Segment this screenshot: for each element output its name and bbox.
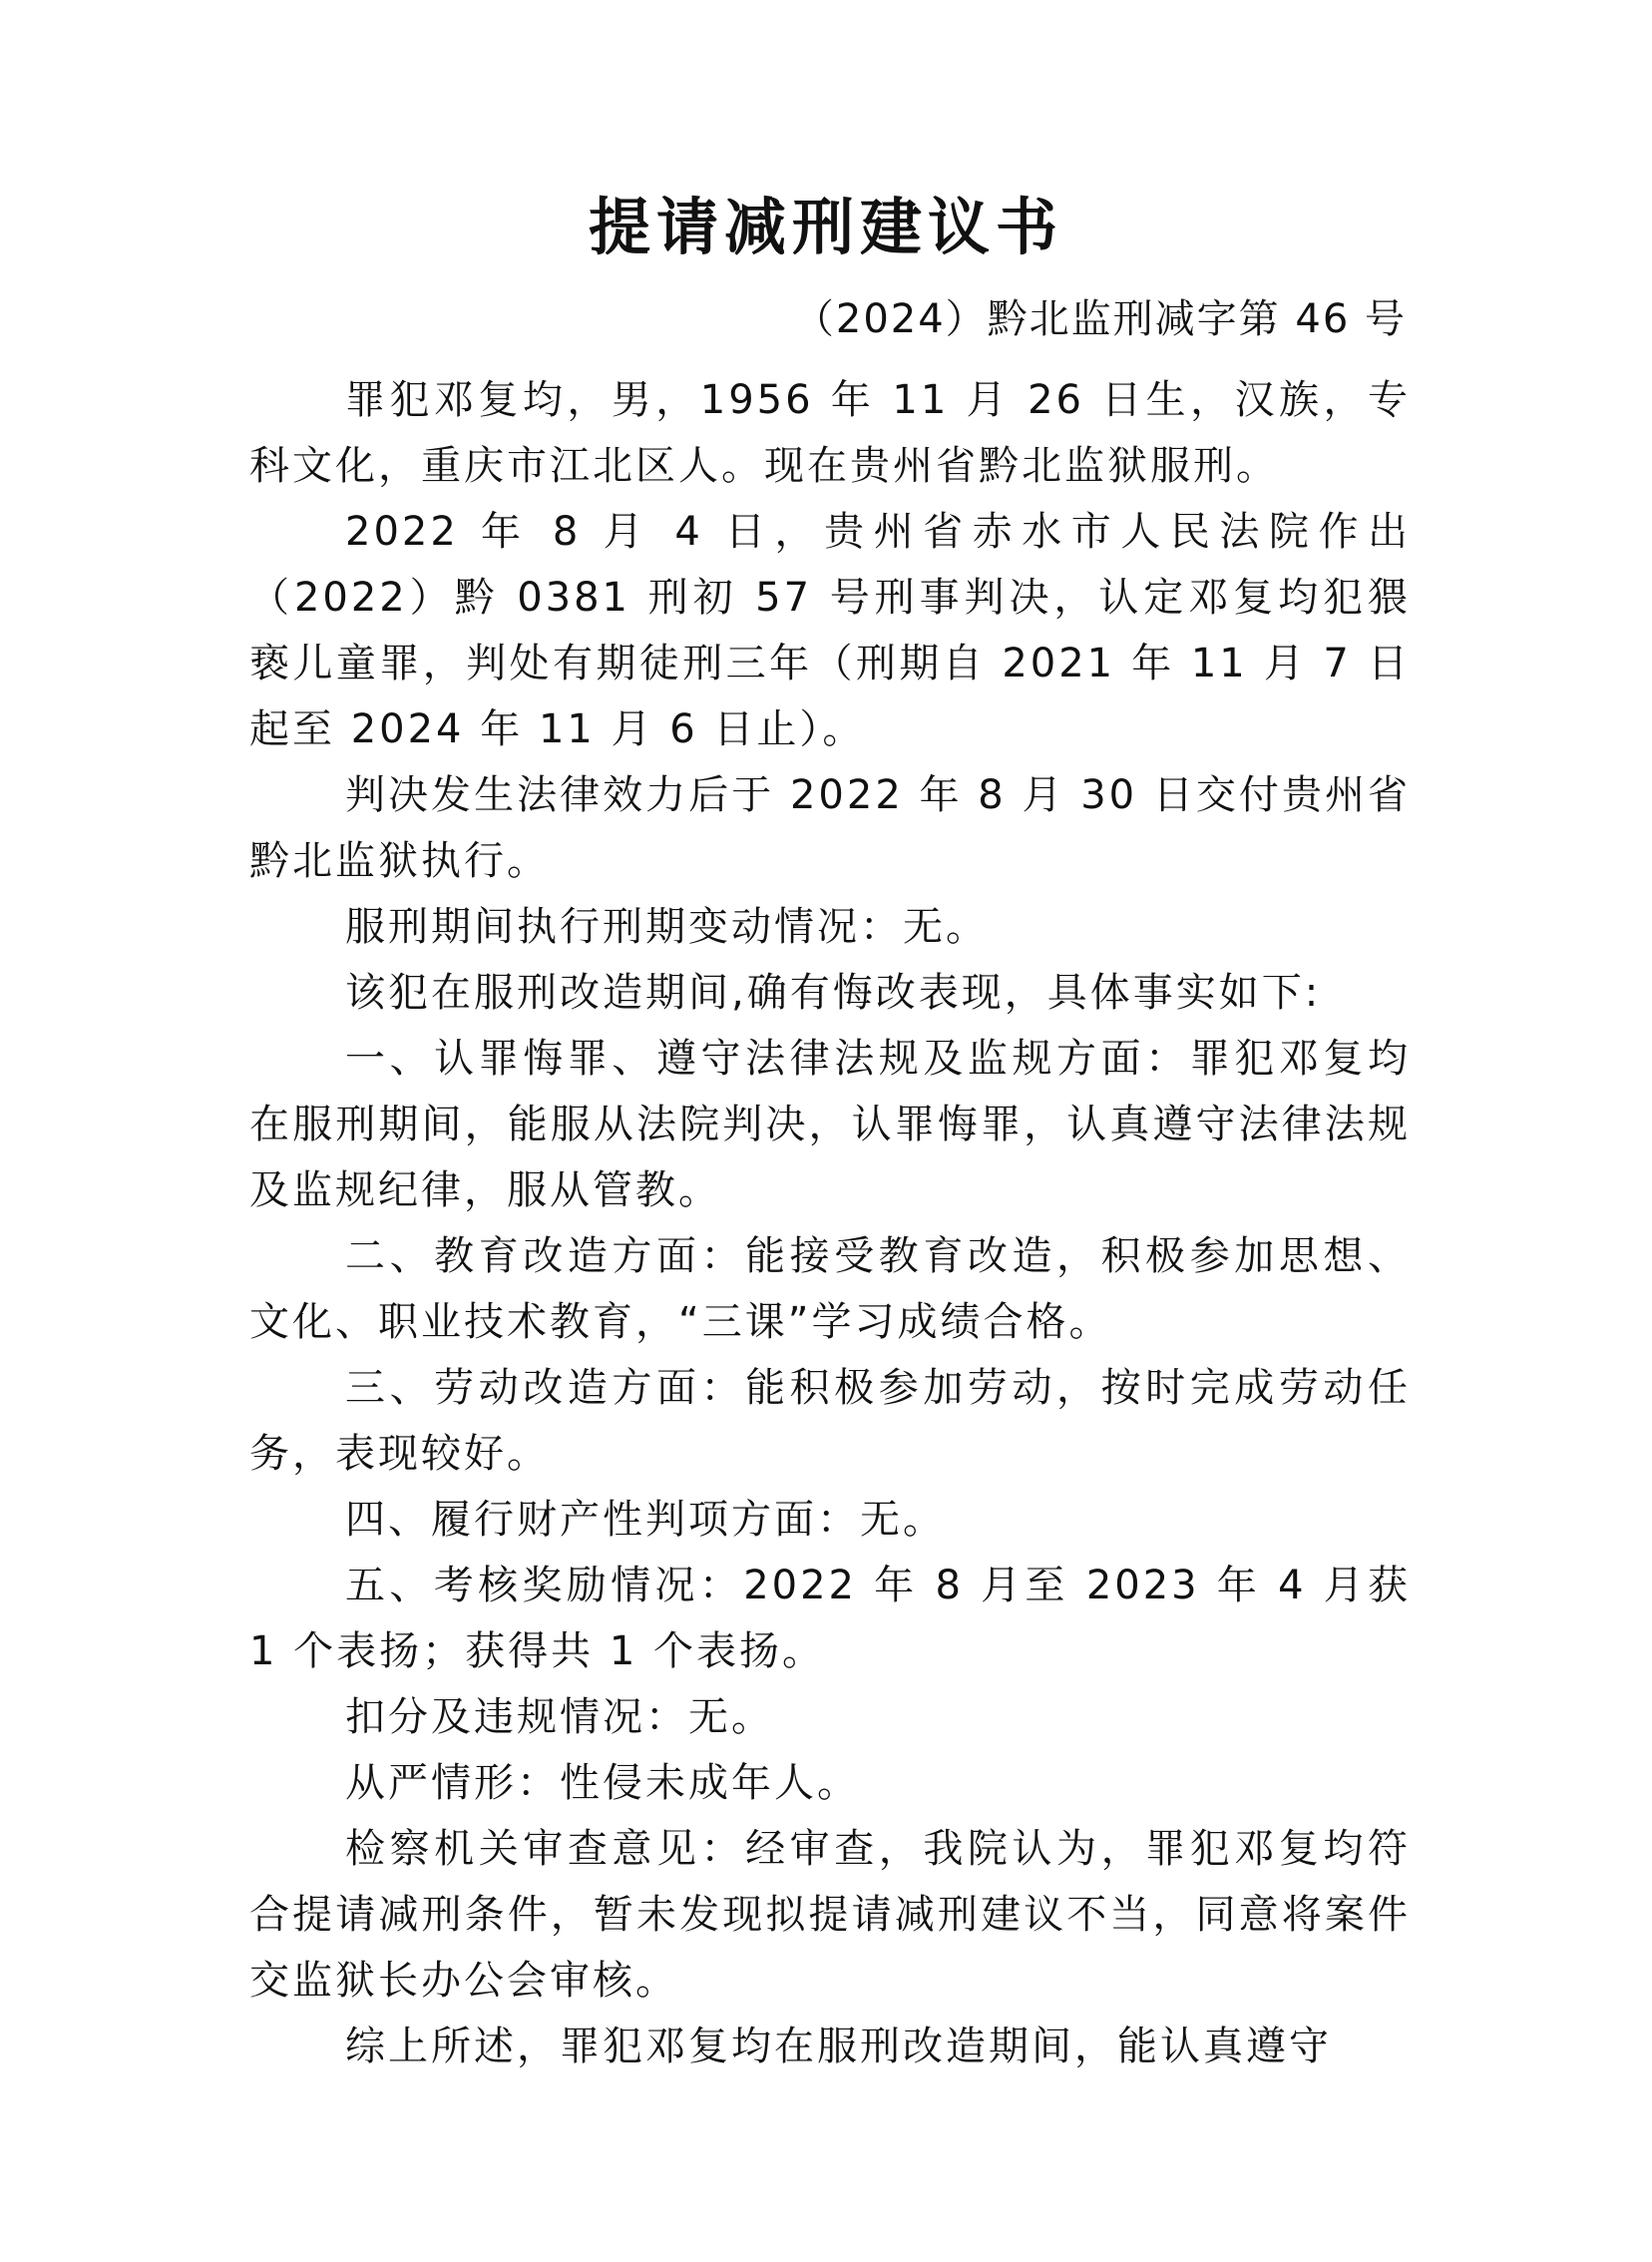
document-number: （2024）黔北监刑减字第 46 号	[793, 296, 1407, 342]
paragraph-strict-circumstances: 从严情形：性侵未成年人。	[345, 1760, 860, 1806]
paragraph-property-obligations: 四、履行财产性判项方面：无。	[345, 1497, 946, 1543]
paragraph-repentance-intro: 该犯在服刑改造期间,确有悔改表现，具体事实如下:	[345, 970, 1322, 1016]
document-body	[249, 367, 1411, 2079]
paragraph-law-compliance: 一、认罪悔罪、遵守法律法规及监规方面：罪犯邓复均在服刑期间，能服从法院判决，认罪悔罪，认真遵守法律法规及监规纪律，服从管教。	[249, 1036, 1411, 1213]
paragraph-labor: 三、劳动改造方面：能积极参加劳动，按时完成劳动任务，表现较好。	[249, 1365, 1411, 1477]
paragraph-summary: 综上所述，罪犯邓复均在服刑改造期间，能认真遵守	[345, 2024, 1332, 2069]
paragraph-execution: 判决发生法律效力后于 2022 年 8 月 30 日交付贵州省黔北监狱执行。	[249, 772, 1411, 884]
paragraph-rewards: 五、考核奖励情况：2022 年 8 月至 2023 年 4 月获 1 个表扬；获得共 1 个表扬。	[249, 1563, 1411, 1674]
paragraph-violations: 扣分及违规情况：无。	[345, 1694, 774, 1740]
document-title: 提请减刑建议书	[588, 191, 1063, 263]
paragraph-sentence-change: 服刑期间执行刑期变动情况：无。	[345, 904, 989, 950]
paragraph-judgment: 2022 年 8 月 4 日，贵州省赤水市人民法院作出（2022）黔 0381 刑初 57 号刑事判决，认定邓复均犯猥亵儿童罪，判处有期徒刑三年（刑期自 2021 年 11 月 7 日起至 2024 年 11 月 6 日止）。	[249, 509, 1411, 752]
paragraph-personal-info: 罪犯邓复均，男，1956 年 11 月 26 日生，汉族，专科文化，重庆市江北区人。现在贵州省黔北监狱服刑。	[249, 377, 1411, 489]
paragraph-procuratorate-opinion: 检察机关审查意见：经审查，我院认为，罪犯邓复均符合提请减刑条件，暂未发现拟提请减刑建议不当，同意将案件交监狱长办公会审核。	[249, 1826, 1411, 2004]
paragraph-education: 二、教育改造方面：能接受教育改造，积极参加思想、文化、职业技术教育，“三课”学习成绩合格。	[249, 1233, 1411, 1345]
